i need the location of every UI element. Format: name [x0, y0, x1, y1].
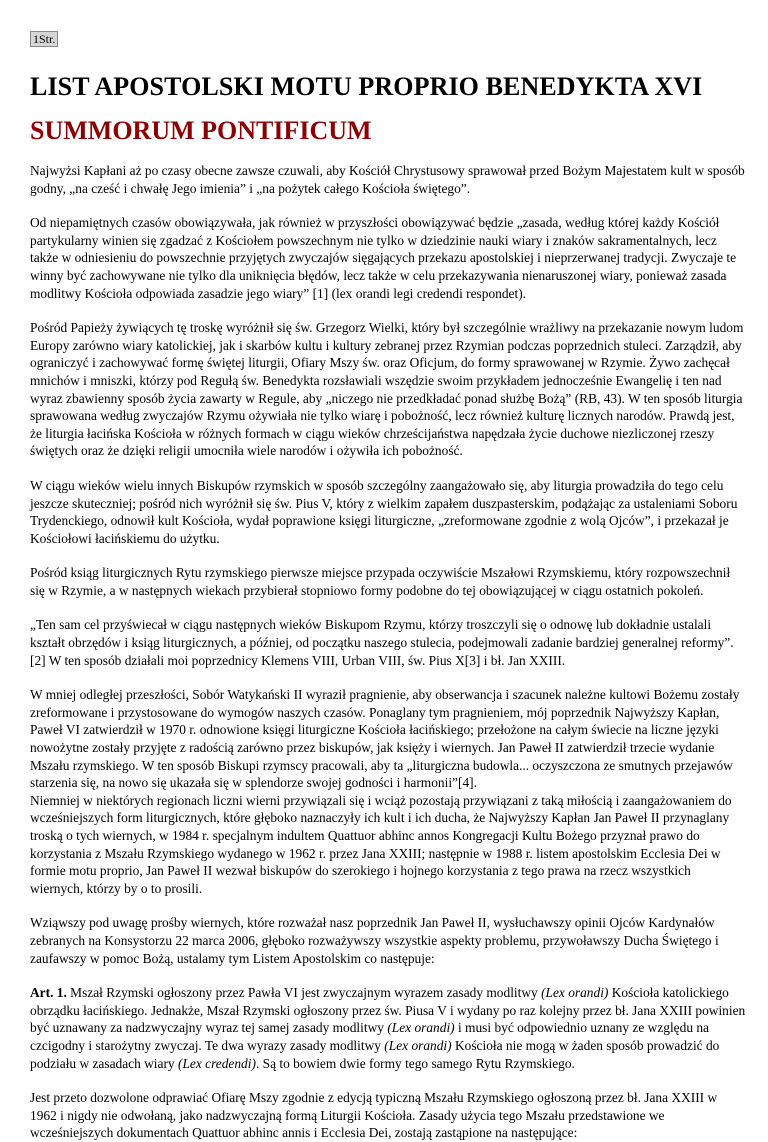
article-1-text: . Są to bowiem dwie formy tego samego Rytu Rzymskiego. [255, 1055, 575, 1071]
paragraph-5: Pośród ksiąg liturgicznych Rytu rzymskiego pierwsze miejsce przypada oczywiście Mszałowi Rzymskiemu, który rozpowszechnił się w Rzymie, a w następnych wiekach przybierał stopniowo formy podobne do tej obowiązującej w ciągu ostatnich pokoleń. [30, 565, 731, 598]
paragraph-3: Pośród Papieży żywiących tę troskę wyróżnił się św. Grzegorz Wielki, który był szczególnie wrażliwy na przekazanie nowym ludom Europy zarówno wiary katolickiej, jak i skarbów kultu i kultury zebranej przez Rzymian podczas poprzednich stuleci. Zarządził, aby ograniczyć i zachowywać formę świętej liturgii, Ofiary Mszy św. oraz Oficjum, do formy sprawowanej w Rzymie. Żywo zachęcał mnichów i mniszki, którzy pod Regułą św. Benedykta rozsławiali wszędzie swoim przykładem jednocześnie Ewangelię i ten nad wyraz zbawienny sposób życia zawarty w Regule, aby „niczego nie przedkładać ponad służbę Bożą” (RB, 43). W ten sposób liturgia sprawowana według zwyczajów Rzymu ożywiała nie tylko wiarę i pobożność, lecz również kulturę licznych narodów. Prawdą jest, że liturgia łacińska Kościoła w różnych formach w ciągu wieków chrześcijaństwa napędzała życie duchowe niezliczonej rzeszy świętych oraz że dzięki religii umocniła wiele narodów i ożywiła ich pobożność. [30, 320, 744, 459]
paragraph-2: Od niepamiętnych czasów obowiązywała, jak również w przyszłości obowiązywać będzie „zasada, według której każdy Kościół partykularny winien się zgadzać z Kościołem powszechnym nie tylko w dziedzinie nauki wiary i znaków sakramentalnych, lecz także w odniesieniu do powszechnie przyjętych zwyczajów sięgających przekazu apostolskiej i nieprzerwanej tradycji. Zwyczaje te winny być zachowywane nie tylko dla uniknięcia błędów, lecz także w celu przekazywania nienaruszonej wiary, ponieważ zasada modlitwy Kościoła odpowiada zasadzie jego wiary” [1] (lex orandi legi credendi respondet). [30, 215, 737, 301]
paragraph-4: W ciągu wieków wielu innych Biskupów rzymskich w sposób szczególny zaangażowało się, aby liturgia prowadziła do tego celu jeszcze skuteczniej; pośród nich wyróżnił się św. Pius V, który z wielkim zapałem duszpasterskim, podążając za ustaleniami Soboru Trydenckiego, odnowił kult Kościoła, wydał poprawione księgi liturgiczne, „zreformowane zgodnie z wolą Ojców”, i przekazał je Kościołowi łacińskiemu do użytku. [30, 477, 738, 546]
article-1-lex-orandi: (Lex orandi) [384, 1037, 452, 1053]
document-subtitle: SUMMORUM PONTIFICUM [30, 116, 372, 145]
paragraph-7: W mniej odległej przeszłości, Sobór Watykański II wyraził pragnienie, aby obserwancja i szacunek należne kultowi Bożemu zostały zreformowane i przystosowane do wymogów naszych czasów. Ponaglany tym pragnieniem, mój poprzednik Najwyższy Kapłan, Paweł VI zatwierdził w 1970 r. odnowione księgi liturgiczne Kościoła łacińskiego; przełożone na całym świecie na liczne języki nowożytne zostały przyjęte z radością zarówno przez biskupów, jak księży i wiernych. Jan Paweł II zatwierdził trzecie wydanie Mszału rzymskiego. W ten sposób Biskupi rzymscy pracowali, aby ta „liturgiczna budowla... oczyszczona ze smutnych przejawów starzenia się, na nowo się ukazała się w splendorze swojej godności i harmonii”[4]. [30, 687, 740, 791]
last-paragraph: Jest przeto dozwolone odprawiać Ofiarę Mszy zgodnie z edycją typiczną Mszału Rzymskiego ogłoszoną przez bł. Jana XXIII w 1962 i nigdy nie odwołaną, jako nadzwyczajną formą Liturgii Kościoła. Zasady użycia tego Mszału przedstawione we wcześniejszych dokumentach Quattuor abhinc annis i Ecclesia Dei, zostają zastąpione na następujące: [30, 1090, 718, 1141]
article-1-lex-orandi: (Lex orandi) [387, 1020, 455, 1036]
article-1-text: Kościoła nie mogą w żaden sposób prowadzić do podziału w zasadach wiary [30, 1037, 720, 1071]
page-number-label: 1Str. [30, 31, 58, 47]
paragraph-9: Wziąwszy pod uwagę prośby wiernych, które rozważał nasz poprzednik Jan Paweł II, wysłuchawszy opinii Ojców Kardynałów zebranych na Konsystorzu 22 marca 2006, głęboko rozważywszy wszystkie aspekty problemu, przywoławszy Ducha Świętego i zaufawszy w pomoc Bożą, ustalamy tym Listem Apostolskim co następuje: [30, 915, 719, 966]
paragraph-8: Niemniej w niektórych regionach liczni wierni przywiązali się i wciąż pozostają przywiązani z taką miłością i zaangażowaniem do wcześniejszych form liturgicznych, które głęboko naznaczyły ich kult i ich ducha, że Najwyższy Kapłan Jan Paweł II przynaglany troską o tych wiernych, w 1984 r. specjalnym indultem Quattuor abhinc annos Kongregacji Kultu Bożego przyznał prawo do korzystania z Mszału Rzymskiego wydanego w 1962 r. przez Jana XXIII; następnie w 1988 r. listem apostolskim Ecclesia Dei w formie motu proprio, Jan Paweł II wezwał biskupów do szerokiego i hojnego korzystania z tego prawa na rzecz wszystkich wiernych, którzy by o to prosili. [30, 792, 732, 896]
article-1-text: Mszał Rzymski ogłoszony przez Pawła VI jest zwyczajnym wyrazem zasady modlitwy [66, 985, 542, 1001]
article-1-lex-orandi: (Lex orandi) [541, 985, 609, 1001]
article-1 [30, 984, 746, 1072]
article-1-text: Kościoła katolickiego obrządku łacińskiego. Jednakże, Mszał Rzymski ogłoszony przez św. Piusa V i wydany po raz kolejny przez bł. Jana XXIII powinien być uznawany za nadzwyczajny wyraz tej samej zasady modlitwy [30, 985, 746, 1036]
article-1-lex-credendi: (Lex credendi) [177, 1055, 256, 1071]
document-title: LIST APOSTOLSKI MOTU PROPRIO BENEDYKTA XVI [30, 72, 703, 101]
document-page [30, 30, 746, 1142]
paragraph-1: Najwyżsi Kapłani aż po czasy obecne zawsze czuwali, aby Kościół Chrystusowy sprawował przed Bożym Majestatem kult w sposób godny, „na cześć i chwałę Jego imienia” i „na pożytek całego Kościoła świętego”. [30, 163, 745, 196]
paragraph-6: „Ten sam cel przyświecał w ciągu następnych wieków Biskupom Rzymu, którzy troszczyli się o odnowę lub dokładnie ustalali kształt obrzędów i ksiąg liturgicznych, a później, od początku naszego stulecia, podejmowali zadanie bardziej generalnej reformy”.[2] W ten sposób działali moi poprzednicy Klemens VIII, Urban VIII, św. Pius X[3] i bł. Jan XXIII. [30, 617, 734, 668]
article-1-label: Art. 1. [30, 985, 67, 1001]
article-1-text: i musi być odpowiednio uznany ze względu na czcigodny i starożytny zwyczaj. Te dwa wyrazy zasady modlitwy [30, 1020, 709, 1053]
